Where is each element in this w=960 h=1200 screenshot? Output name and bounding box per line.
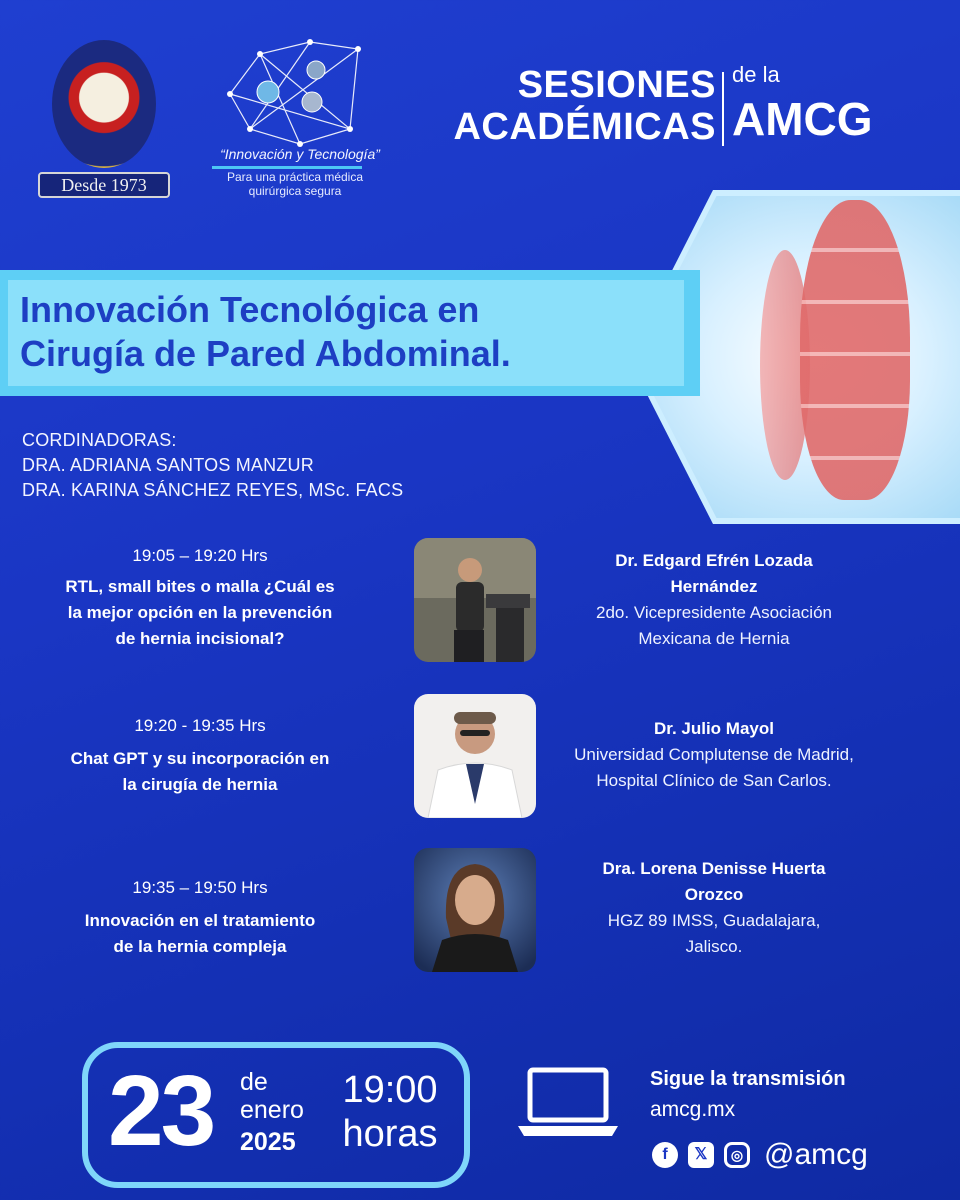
speaker-1-affiliation xyxy=(544,600,884,652)
x-icon[interactable]: 𝕏 xyxy=(688,1142,714,1168)
session-3-talk xyxy=(20,908,380,960)
speaker-2-name-line: Dr. Julio Mayol xyxy=(654,719,774,738)
instagram-icon[interactable]: ◎ xyxy=(724,1142,750,1168)
event-year: 2025 xyxy=(240,1128,296,1156)
title-divider xyxy=(722,72,724,146)
event-day: 23 xyxy=(108,1055,214,1167)
speaker-3-affiliation xyxy=(544,908,884,960)
session-3-time: 19:35 – 19:50 Hrs xyxy=(132,878,268,897)
session-2-talk xyxy=(20,746,380,798)
session-1-time: 19:05 – 19:20 Hrs xyxy=(132,546,268,565)
topic-line-1: Innovación Tecnológica en xyxy=(20,289,480,330)
session-1-talk-line: de hernia incisional? xyxy=(115,629,285,648)
tagline-sub-line-1: Para una práctica médica xyxy=(226,170,364,184)
event-time-unit: horas xyxy=(342,1113,438,1155)
facebook-icon[interactable]: f xyxy=(652,1142,678,1168)
speaker-1-name-line: Hernández xyxy=(670,577,758,596)
tagline-sub-line-2: quirúrgica segura xyxy=(248,184,342,198)
stream-label: Sigue la transmisión xyxy=(650,1068,846,1090)
laptop-icon xyxy=(516,1066,620,1138)
amcg-seal-logo xyxy=(52,40,156,168)
speaker-3-affiliation-line: HGZ 89 IMSS, Guadalajara, xyxy=(607,911,821,930)
speaker-2-affiliation-line: Universidad Complutense de Madrid, xyxy=(574,745,854,764)
page-title xyxy=(420,64,716,148)
event-time-hour: 19:00 xyxy=(342,1069,438,1111)
event-date-de: de xyxy=(240,1068,268,1096)
title-line-1: SESIONES xyxy=(517,64,716,106)
event-time xyxy=(330,1068,450,1156)
speaker-3-affiliation-line: Jalisco. xyxy=(685,937,743,956)
coordinator-2: DRA. KARINA SÁNCHEZ REYES, MSc. FACS xyxy=(22,480,404,500)
speaker-3-name-line: Orozco xyxy=(684,885,744,904)
session-topic xyxy=(20,288,660,376)
speaker-3-name-line: Dra. Lorena Denisse Huerta xyxy=(602,859,826,878)
social-handle[interactable]: @amcg xyxy=(764,1138,868,1171)
tagline-sub xyxy=(210,170,380,198)
speaker-3-photo xyxy=(414,848,536,972)
session-3-talk-line: de la hernia compleja xyxy=(113,937,287,956)
tagline-underline xyxy=(212,166,362,169)
tagline-main: “Innovación y Tecnología” xyxy=(220,146,380,162)
network-logo xyxy=(220,34,370,154)
speaker-2-photo xyxy=(414,694,536,818)
speaker-1-affiliation-line: 2do. Vicepresidente Asociación xyxy=(596,603,832,622)
session-2-time: 19:20 - 19:35 Hrs xyxy=(134,716,266,735)
speaker-1-affiliation-line: Mexicana de Hernia xyxy=(638,629,790,648)
seal-motto: Desde 1973 xyxy=(38,172,170,198)
session-2-talk-line: Chat GPT y su incorporación en xyxy=(70,749,330,768)
stream-site-link[interactable]: amcg.mx xyxy=(650,1098,736,1121)
coordinators-heading: CORDINADORAS: xyxy=(22,430,177,450)
speaker-2-name xyxy=(544,716,884,742)
title-org: AMCG xyxy=(732,93,873,145)
session-1-talk-line: RTL, small bites o malla ¿Cuál es xyxy=(65,577,335,596)
speaker-3-name xyxy=(544,856,884,908)
rectus-muscle-shape xyxy=(800,200,910,500)
session-1-talk xyxy=(20,574,380,652)
speaker-2-affiliation-line: Hospital Clínico de San Carlos. xyxy=(596,771,832,790)
speaker-1-name-line: Dr. Edgard Efrén Lozada xyxy=(615,551,813,570)
title-dela: de la xyxy=(732,62,780,87)
speaker-2-affiliation xyxy=(544,742,884,794)
title-line-2: ACADÉMICAS xyxy=(453,106,716,148)
event-month: enero xyxy=(240,1096,304,1124)
speaker-1-photo xyxy=(414,538,536,662)
speaker-1-name xyxy=(544,548,884,600)
session-1-talk-line: la mejor opción en la prevención xyxy=(67,603,333,622)
coordinator-1: DRA. ADRIANA SANTOS MANZUR xyxy=(22,455,314,475)
session-2-talk-line: la cirugía de hernia xyxy=(122,775,278,794)
session-3-talk-line: Innovación en el tratamiento xyxy=(84,911,316,930)
topic-line-2: Cirugía de Pared Abdominal. xyxy=(20,333,511,374)
